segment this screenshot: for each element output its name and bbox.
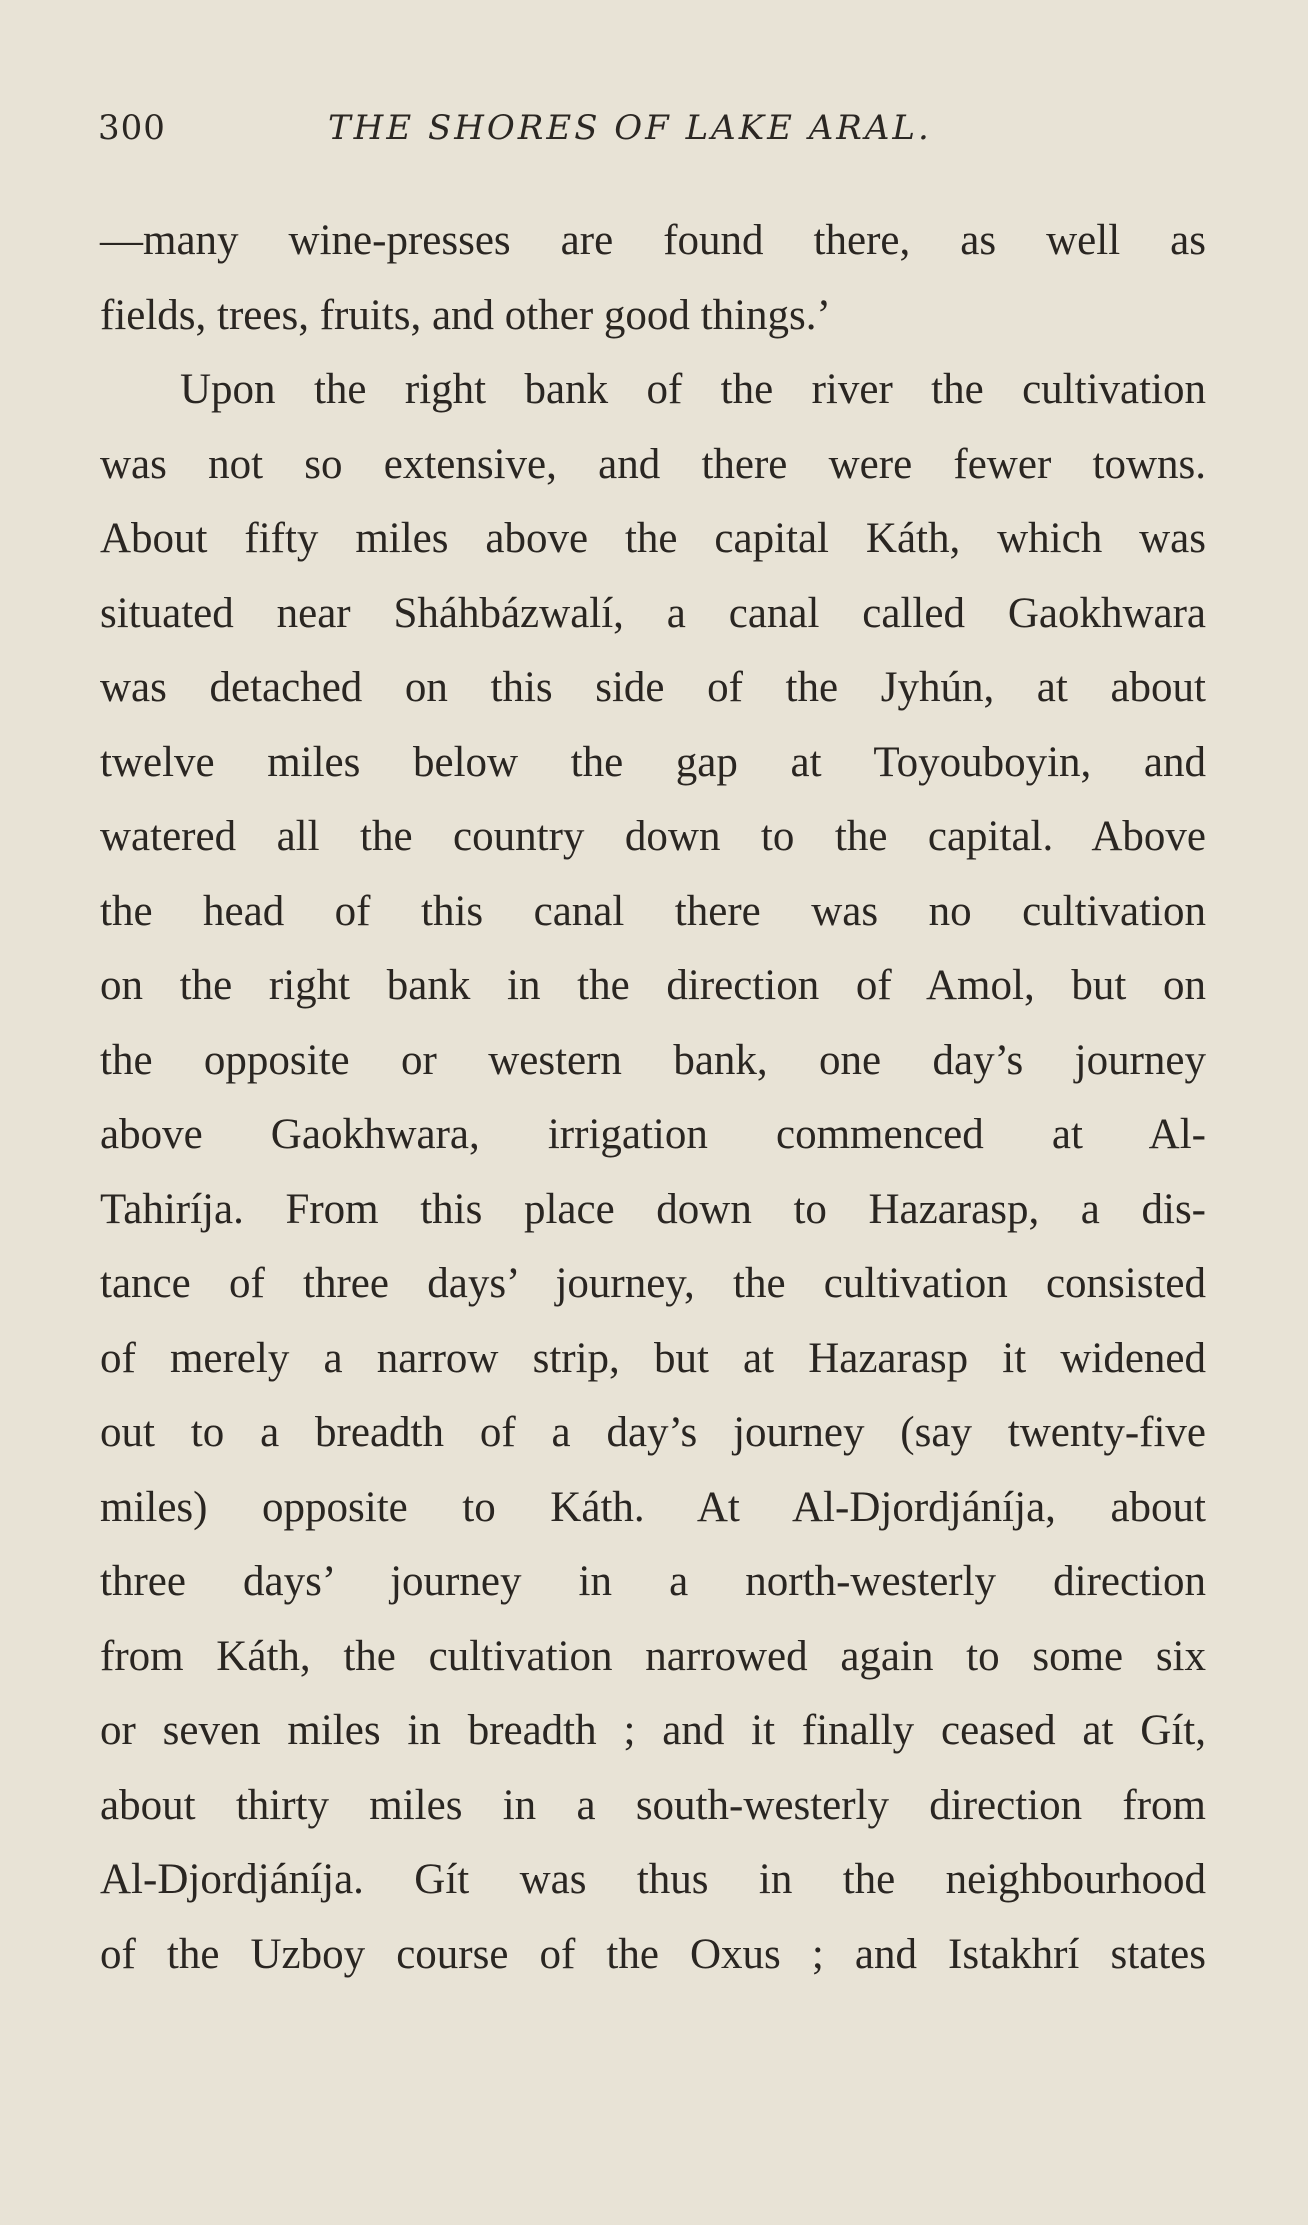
- text-line: Tahiríja. From this place down to Hazarasp, a dis-: [100, 1185, 1206, 1233]
- body-text: [100, 204, 1206, 1992]
- text-line: twelve miles below the gap at Toyouboyin, and: [100, 738, 1206, 786]
- page-header: [98, 108, 1208, 158]
- text-line: miles) opposite to Káth. At Al-Djordjáníja, about: [100, 1483, 1206, 1531]
- running-title: THE SHORES OF LAKE ARAL.: [328, 108, 932, 148]
- text-line: About fifty miles above the capital Káth, which was: [100, 515, 1206, 562]
- text-line: was detached on this side of the Jyhún, at about: [100, 664, 1206, 711]
- text-line: or seven miles in breadth ; and it finally ceased at Gít,: [100, 1707, 1206, 1754]
- text-line: fields, trees, fruits, and other good things.’: [100, 291, 831, 339]
- text-line: the opposite or western bank, one day’s journey: [100, 1036, 1206, 1084]
- text-line: of the Uzboy course of the Oxus ; and Istakhrí states: [100, 1930, 1206, 1978]
- text-line: situated near Sháhbázwalí, a canal called Gaokhwara: [100, 589, 1206, 637]
- text-line: Al-Djordjáníja. Gít was thus in the neighbourhood: [100, 1856, 1206, 1903]
- page-number: 300: [98, 108, 166, 148]
- text-line: watered all the country down to the capital. Above: [100, 813, 1206, 860]
- text-line: above Gaokhwara, irrigation commenced at Al-: [100, 1111, 1206, 1158]
- text-line: three days’ journey in a north-westerly direction: [100, 1558, 1206, 1605]
- text-line: from Káth, the cultivation narrowed again to some six: [100, 1632, 1206, 1680]
- text-line: tance of three days’ journey, the cultivation consisted: [100, 1260, 1206, 1307]
- text-line: about thirty miles in a south-westerly direction from: [100, 1781, 1206, 1829]
- text-line: was not so extensive, and there were fewer towns.: [100, 440, 1206, 488]
- paragraph-first-line: Upon the right bank of the river the cultivation: [180, 366, 1206, 413]
- text-line: —many wine-presses are found there, as well as: [100, 217, 1206, 264]
- text-line: on the right bank in the direction of Amol, but on: [100, 962, 1206, 1009]
- text-line: the head of this canal there was no cultivation: [100, 887, 1206, 935]
- text-line: out to a breadth of a day’s journey (say twenty-five: [100, 1409, 1206, 1456]
- text-line: of merely a narrow strip, but at Hazarasp it widened: [100, 1334, 1206, 1382]
